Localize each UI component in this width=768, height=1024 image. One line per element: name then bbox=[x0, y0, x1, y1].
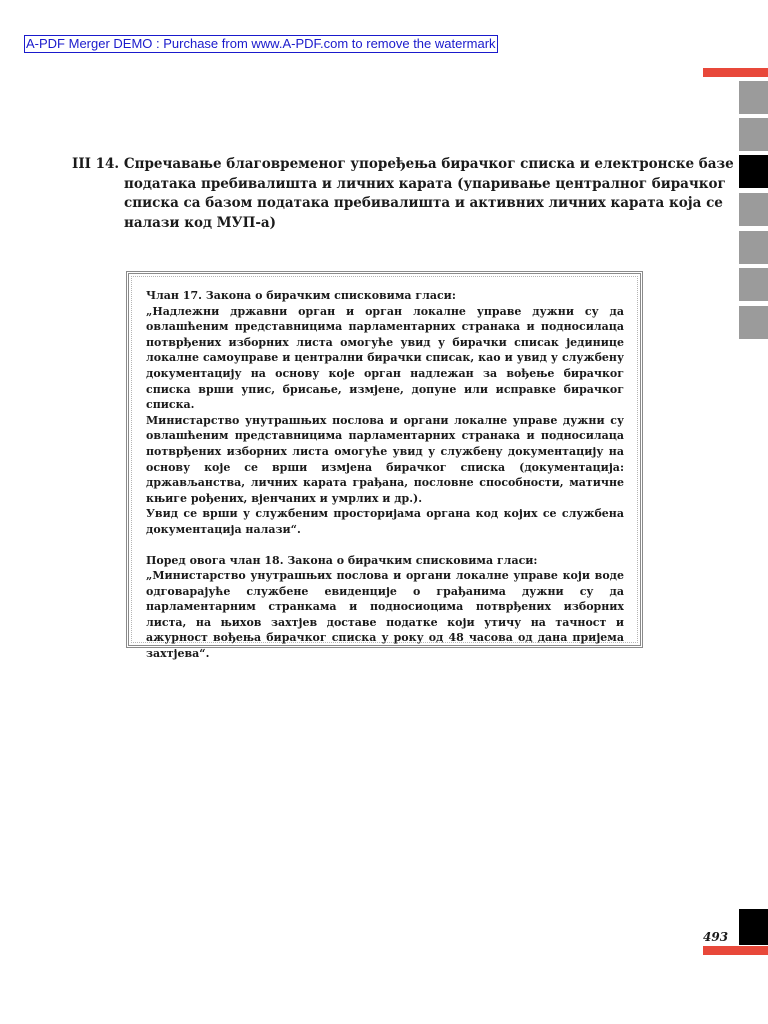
heading-line-2: података пребивалишта и личних карата (упаривање централног бирачког bbox=[124, 175, 726, 192]
section-heading bbox=[72, 155, 734, 233]
watermark-banner: A-PDF Merger DEMO : Purchase from www.A-PDF.com to remove the watermark bbox=[26, 36, 496, 51]
side-tab-1 bbox=[739, 81, 768, 114]
article-17-title: Члан 17. Закона о бирачким списковима гласи: bbox=[146, 289, 456, 302]
side-tab-current bbox=[739, 155, 768, 188]
page-number-block bbox=[739, 909, 768, 945]
bottom-accent-bar bbox=[703, 946, 768, 955]
side-tab-7 bbox=[739, 306, 768, 339]
heading-line-3: списка са базом података пребивалишта и активних личних карата која се bbox=[124, 195, 723, 211]
side-tab-6 bbox=[739, 268, 768, 301]
heading-line-1: III 14. Спречавање благовременог упоређења бирачког списка и електронске базе bbox=[72, 156, 734, 172]
law-quote-box bbox=[126, 271, 643, 661]
side-tab-5 bbox=[739, 231, 768, 264]
law-quote-content bbox=[146, 288, 624, 662]
article-17-paragraph-2: Министарство унутрашњих послова и органи локалне управе дужни су овлашћеним представницима парламентарних странака и подносилаца потврђених изборних листа омогуће увид у службену документацију на основу које се врши измјена бирачког списка (документација: држављанства, личних карата грађана, пословне способности, матичне књиге рођених, вјенчаних и умрлих и др.). bbox=[146, 413, 624, 505]
article-18-paragraph-1: „Министарство унутрашњих послова и органи локалне управе који воде одговарајуће службене евиденције о грађанима дужни су да парламентарним странкама и подносиоцима потврђених изборних листа, на њихов захтјев доставе податке који утичу на тачност и ажурност вођења бирачког списка у року од 48 часова од дана пријема захтјева“. bbox=[146, 569, 624, 661]
side-tab-2 bbox=[739, 118, 768, 151]
side-tab-4 bbox=[739, 193, 768, 226]
top-accent-bar bbox=[703, 68, 768, 77]
paragraph-gap bbox=[146, 538, 624, 553]
page-number: 493 bbox=[703, 930, 729, 944]
article-18-title: Поред овога члан 18. Закона о бирачким списковима гласи: bbox=[146, 553, 538, 567]
article-17-paragraph-1: „Надлежни државни орган и орган локалне управе дужни су да овлашћеним представницима парламентарних странака и подносилаца потврђених изборних листа омогуће увид у бирачки списак јединице локалне самоуправе и централни бирачки списак, као и увид у службену документацију на основу које орган надлежан за вођење бирачког списка врши упис, брисање, измјене, допуне или исправке бирачког списка. bbox=[146, 304, 624, 412]
article-17-paragraph-3: Увид се врши у службеним просторијама органа код којих се службена документација налази“. bbox=[146, 507, 624, 536]
heading-line-4: налази код МУП-а) bbox=[124, 214, 277, 231]
